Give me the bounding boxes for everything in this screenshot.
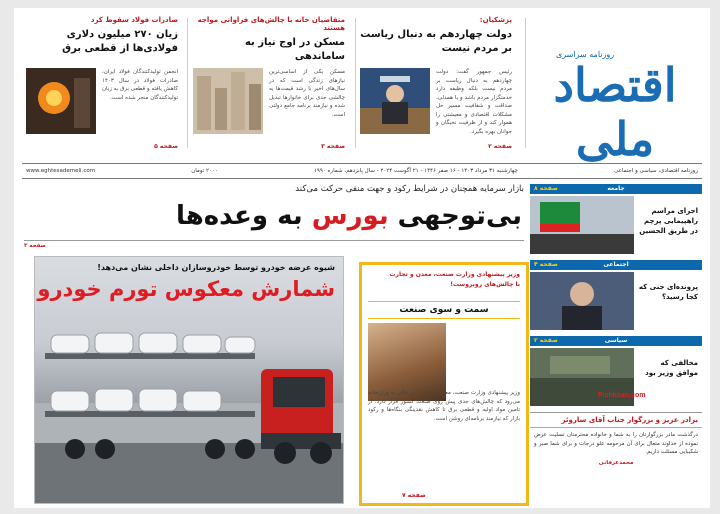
teaser-kicker: پزشکیان:	[479, 16, 512, 24]
masthead-tagline: روزنامه سراسری	[556, 50, 615, 59]
main-overline: بازار سرمایه همچنان در شرایط رکود و جهت منفی حرکت می‌کند	[295, 184, 524, 194]
section-label: سیاسی	[604, 337, 628, 344]
section-title: اجرای مراسم راهپیمایی پرچم در طریق الحسین	[639, 207, 698, 235]
truck-illustration	[35, 293, 344, 503]
condolence-note	[530, 412, 702, 478]
section-page: صفحه ۸	[534, 185, 558, 192]
box-page: صفحه ۷	[402, 492, 426, 499]
teaser-page: صفحه ۳	[321, 143, 345, 150]
note-title: برادر عزیز و بزرگوار جناب آقای ساروئر	[530, 413, 702, 428]
teaser-photo	[26, 68, 96, 134]
section-header	[530, 336, 702, 346]
note-signature: محمدعرفانی	[598, 459, 634, 466]
teaser-photo	[360, 68, 430, 134]
masthead-logo	[532, 14, 710, 166]
teaser-body: انجمن تولیدکنندگان فولاد ایران، صادرات فولاد در سال ۱۴۰۳ کاهش یافته و قطعی برق به زیان تولیدکنندگان منجر شده است.	[102, 69, 178, 101]
right-column	[530, 184, 702, 478]
divider	[355, 18, 356, 148]
dateline-website[interactable]: www.eghtesademeli.com	[26, 168, 96, 174]
teaser-housing[interactable]	[193, 16, 345, 152]
teaser-body: مسکن یکی از اساسی‌ترین نیازهای زندگی است که در سال‌های اخیر با رشد قیمت‌ها به چالشی جدی برای خانوارها تبدیل شده و نیازمند برنامه جامع دولتی است.	[269, 69, 345, 118]
box-kicker: وزیر پیشنهادی وزارت صنعت، معدن و تجارت	[389, 271, 520, 278]
dateline-bar	[22, 163, 702, 179]
newspaper-page	[14, 8, 710, 508]
dateline-date: چهارشنبه ۳۱ مرداد ۱۴۰۳ - ۱۶ صفر ۱۴۴۶ - ۲۱ آگوست ۲۰۲۴ - سال پانزدهم، شماره ۱۹۹۰	[313, 168, 518, 174]
divider	[525, 18, 526, 148]
box-kicker: با چالش‌های روبروست!	[450, 281, 520, 288]
section-page: صفحه ۴	[534, 261, 558, 268]
headline-part: بی‌توجهی	[388, 201, 523, 231]
teaser-body: رئیس جمهور گفت: دولت چهاردهم به دنبال ریاست بر مردم نیست بلکه وظیفه دارد خدمتگزار مردم باشد و با همدلی، صداقت و شفافیت مسیر حل مشکلات اقتصادی و معیشتی را هموار کند و از ظرفیت نخبگان و جوانان بهره بگیرد.	[436, 69, 512, 135]
photo-subtitle: شیوه عرضه خودرو توسط خودروسازان داخلی نشان می‌دهد!	[97, 263, 335, 272]
section-item[interactable]	[530, 194, 702, 256]
section-photo	[530, 196, 634, 254]
section-title: مخالفی که موافق وزیر بود	[645, 359, 698, 377]
section-label: اجتماعی	[603, 261, 629, 268]
headline-rule	[24, 240, 524, 249]
headline-part: به وعده‌ها	[175, 201, 312, 231]
section-header	[530, 184, 702, 194]
teaser-page: صفحه ۵	[154, 143, 178, 150]
industry-box[interactable]	[359, 262, 529, 506]
teaser-photo	[193, 68, 263, 134]
watermark: Pishkhan.com	[598, 392, 646, 399]
note-body: درگذشت مادر بزرگوارتان را به شما و خانواده محترمتان تسلیت عرض نموده از خداوند متعال برای آن مرحومه علو درجات و برای شما صبر و شکیبایی مسئلت داریم.	[534, 432, 698, 455]
teaser-title: زیان ۲۷۰ میلیون دلاری فولادی‌ها از قطعی برق	[62, 29, 178, 54]
teaser-title: مسکن در اوج نیاز به ساماندهی	[244, 37, 345, 62]
main-headline[interactable]	[174, 201, 524, 231]
section-label: جامعه	[607, 185, 625, 192]
headline-highlight: بورس	[311, 201, 389, 231]
teaser-kicker: متقاضیان خانه با چالش‌های فراوانی مواجه هستند	[197, 16, 345, 32]
teaser-title: دولت چهاردهم به دنبال ریاست بر مردم نیست	[360, 29, 512, 54]
section-item[interactable]	[530, 270, 702, 332]
box-body: وزیر پیشنهادی وزارت صنعت، معدن و تجارت در حالی به وزارتخانه می‌رود که چالش‌های جدی پیش روی صنعت کشور قرار دارد؛ از تامین مواد اولیه و قطعی برق تا کاهش نقدینگی بنگاه‌ها و رکود بازار که نیازمند برنامه‌ای روشن است.	[368, 390, 520, 422]
box-title: سمت و سوی صنعت	[368, 301, 520, 319]
dateline-descriptor: روزنامه اقتصادی، سیاسی و اجتماعی	[614, 168, 698, 174]
section-photo	[530, 272, 634, 330]
section-title: پرونده‌ای جنی که کجا رسید؟	[638, 283, 698, 301]
car-carrier-photo[interactable]	[34, 256, 344, 504]
headline-page: صفحه ۳	[24, 243, 46, 249]
teaser-steel[interactable]	[26, 16, 178, 152]
section-header	[530, 260, 702, 270]
divider	[187, 18, 188, 148]
teaser-president[interactable]	[360, 16, 512, 152]
masthead-name: اقتصاد ملی	[553, 58, 677, 166]
dateline-price: ۲۰۰۰ تومان	[191, 168, 218, 174]
section-page: صفحه ۲	[534, 337, 558, 344]
teaser-kicker: صادرات فولاد سقوط کرد	[90, 16, 178, 24]
photo-headline: شمارش معکوس تورم خودرو	[37, 277, 335, 301]
teaser-page: صفحه ۲	[488, 143, 512, 150]
